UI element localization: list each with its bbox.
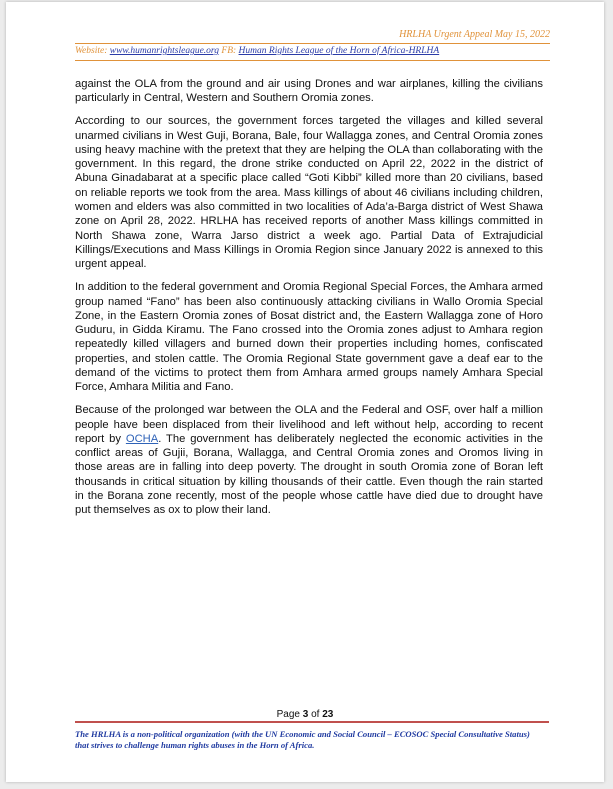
paragraph-4 [75,403,543,517]
website-header [75,46,439,56]
paragraph-2: According to our sources, the government forces targeted the villages and killed several unarmed civilians in West Guji, Borana, Bale, four Wallagga zones, and Central Oromia zones using heavy machine with the pretext that they are helping the OLA than collaborating with the government. In this regard, the drone strike conducted on April 22, 2022 in the district of Abuna Ginadabarat at a specific place called “Goti Kibbi” killed more than 20 civilians, based on reliable reports we took from the area. Mass killings of about 46 civilians including children, women and elders was also committed in two localities of Ada’a-Barga district of West Shawa zone on April 28, 2022. HRLHA has received reports of another Mass killings committed in North Shawa zone, Warra Jarso district a week ago. Partial Data of Extrajudicial Killings/Executions and Mass Killings in Oromia Region since January 2022 is annexed to this urgent appeal. [75,115,543,271]
document-page [6,2,604,782]
paragraph-1: against the OLA from the ground and air using Drones and war airplanes, killing the civilians particularly in Central, Western and Southern Oromia zones. [75,78,543,105]
fb-link[interactable]: Human Rights League of the Horn of Africa-HRLHA [238,46,440,56]
document-body [75,77,543,526]
current-page: 3 [302,709,309,720]
page-number [6,709,604,720]
paragraph-4-text-start: Because of the prolonged war between the OLA and the Federal and OSF, over half a million people have been displaced from their livelihood and left without help, according to recent report by [75,404,543,445]
footer-statement: The HRLHA is a non-political organization (with the UN Economic and Social Council – ECOSOC Special Consultative Status) that strives to challenge human rights abuses in the Horn of Africa. [75,729,530,750]
ocha-link[interactable]: OCHA [125,432,159,445]
total-pages: 23 [322,709,334,720]
paragraph-4-text-end: . The government has deliberately neglected the economic activities in the conflict areas of Gujii, Borana, Wallagga, and Central Oromia zones and Oromos living in those areas are in falling into deep poverty. The drought in south Oromia zone of Boran left thousands in critical situation by killing thousands of their cattle. Even though the rain started in the Borana zone recently, most of the people whose cattle have died due to drought have put themselves as ox to plow their land. [75,432,543,517]
paragraph-3: In addition to the federal government and Oromia Regional Special Forces, the Amhara armed group named “Fano” has been also continuously attacking civilians in Wallo Oromia Special Zone, in the Eastern Oromia zones of Bosat district and, the Eastern Wallagga zone of Horo Guduru, in Gidda Kiramu. The Fano crossed into the Oromia zones adjust to Amhara region repeatedly killed villagers and burned down their properties including homes, confiscated properties, and stolen cattle. The Oromia Regional State government gave a deaf ear to the demand of the victims to protect them from Amhara armed groups namely Amhara Special Force, Amhara Militia and Fano. [75,281,543,394]
header-divider-top [75,43,550,44]
of-label: of [308,709,323,720]
website-label: Website: [75,46,110,56]
appeal-header: HRLHA Urgent Appeal May 15, 2022 [399,29,550,40]
website-link[interactable]: www.humanrightsleague.org [109,46,220,56]
fb-label: FB: [219,46,239,56]
page-label: Page [276,709,303,720]
footer-divider [75,721,549,723]
header-divider-bottom [75,60,550,61]
